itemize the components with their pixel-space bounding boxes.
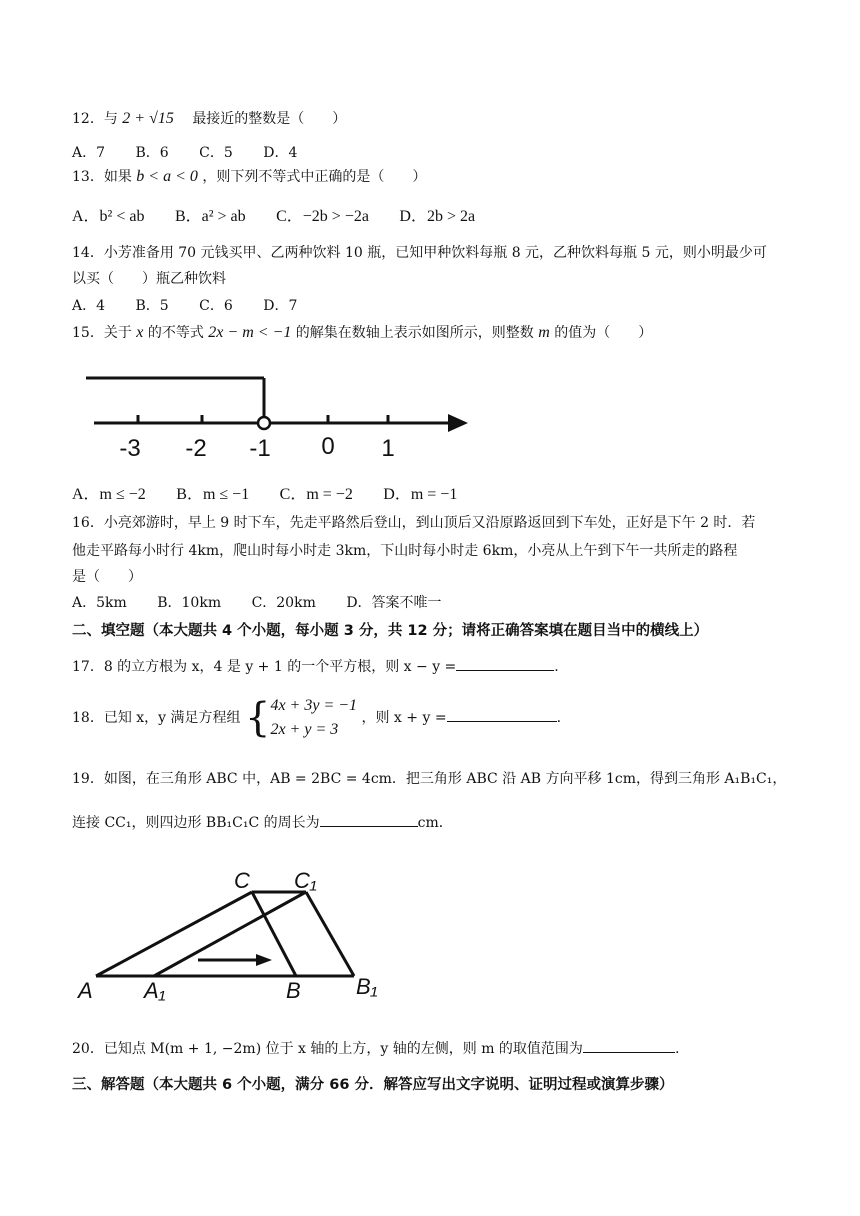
q13-options [72, 206, 501, 228]
tick-label-neg2: -2 [185, 435, 207, 462]
q13-option-b: B．a² > ab [174, 208, 246, 225]
q18-answer-blank[interactable] [447, 707, 557, 722]
q13-question: ，则下列不等式中正确的是（ ） [202, 169, 427, 185]
q17-answer-blank[interactable] [456, 656, 554, 671]
q15-stem [72, 322, 652, 344]
q12-stem [72, 108, 346, 130]
q15-stem-a: 15．关于 [72, 325, 132, 341]
q16-line2: 他走平路每小时行 4km，爬山时每小时走 3km，下山时每小时走 6km，小亮从上午到下午一共所走的路程 [72, 543, 738, 559]
q18-question: ，则 x + y = [361, 710, 447, 726]
q14-option-d: D．7 [263, 298, 298, 314]
q18-equation-1: 4x + 3y = −1 [270, 697, 358, 714]
tick-label-0: 0 [321, 433, 335, 460]
q15-option-c: C．m = −2 [279, 486, 353, 503]
q14-option-b: B．5 [135, 298, 169, 314]
q15-stem-b: 的不等式 [147, 325, 204, 341]
q17 [72, 656, 559, 678]
label-b1: B₁ [356, 974, 378, 999]
q13-condition: b < a < 0 [136, 168, 198, 185]
q12-option-c: C．5 [199, 145, 233, 161]
label-b: B [286, 978, 301, 1003]
q18 [72, 694, 561, 742]
q15-options [72, 484, 483, 506]
q17-period: . [554, 659, 559, 675]
q18-equation-system [270, 694, 357, 742]
q15-var-m: m [538, 324, 550, 341]
q20-stem: 20．已知点 M(m + 1, −2m) 位于 x 轴的上方，y 轴的左侧，则 m 的取值范围为 [72, 1041, 583, 1057]
q14-option-c: C．6 [199, 298, 233, 314]
q15-inequality: 2x − m < −1 [208, 324, 292, 341]
q16-options [72, 592, 468, 614]
tick-label-neg1: -1 [249, 435, 271, 462]
q16-option-d: D．答案不唯一 [346, 595, 442, 611]
q13-option-c: C．−2b > −2a [276, 208, 369, 225]
q13-stem [72, 166, 426, 188]
q15-option-b: B．m ≤ −1 [176, 486, 250, 503]
q15-option-a: A．m ≤ −2 [72, 486, 146, 503]
q13-stem-text: 13．如果 [72, 169, 132, 185]
q16-line3: 是（ ） [72, 569, 142, 585]
label-c1: C₁ [294, 868, 317, 893]
q20-answer-blank[interactable] [583, 1038, 675, 1053]
axis-arrow-icon [448, 414, 468, 432]
q18-stem: 18．已知 x，y 满足方程组 [72, 710, 241, 726]
label-c: C [234, 868, 250, 893]
q12-question: 最接近的整数是（ ） [192, 111, 347, 127]
q15-stem-c: 的解集在数轴上表示如图所示，则整数 [295, 325, 534, 341]
segment-c1b1 [306, 892, 354, 976]
q13-option-a: A．b² < ab [72, 208, 145, 225]
brace-icon: { [244, 695, 271, 741]
q18-period: . [556, 710, 562, 726]
q15-stem-d: 的值为（ ） [554, 325, 653, 341]
q19-unit: cm． [417, 815, 453, 831]
q16-option-b: B．10km [157, 595, 222, 611]
q12-option-d: D．4 [263, 145, 298, 161]
label-a: A [78, 978, 93, 1003]
q19-answer-blank[interactable] [320, 812, 418, 827]
q19-line2 [72, 812, 453, 834]
label-a1: A₁ [144, 978, 166, 1003]
section-3-heading: 三、解答题（本大题共 6 个小题，满分 66 分．解答应写出文字说明、证明过程或演算步骤） [72, 1077, 674, 1093]
number-line-figure [80, 368, 480, 472]
q18-equation-2: 2x + y = 3 [270, 721, 339, 738]
q20 [72, 1038, 679, 1060]
q12-stem-text: 12．与 [72, 111, 118, 127]
translation-arrow-icon [256, 954, 272, 966]
q15-option-d: D．m = −1 [383, 486, 458, 503]
triangle-translation-figure [72, 864, 392, 1010]
q14-options [72, 295, 323, 317]
open-circle-endpoint [258, 417, 270, 429]
q20-period: . [674, 1041, 680, 1057]
q19-line1: 19．如图，在三角形 ABC 中，AB = 2BC = 4cm．把三角形 ABC 沿 AB 方向平移 1cm，得到三角形 A₁B₁C₁， [72, 771, 787, 787]
q15-var-x: x [136, 324, 144, 341]
q16-option-c: C．20km [251, 595, 316, 611]
tick-label-neg3: -3 [119, 435, 141, 462]
q14-line2: 以买（ ）瓶乙种饮料 [72, 271, 226, 287]
q12-option-a: A．7 [72, 145, 106, 161]
tick-label-1: 1 [381, 435, 395, 462]
section-2-heading: 二、填空题（本大题共 4 个小题，每小题 3 分，共 12 分；请将正确答案填在题目当中的横线上） [72, 623, 709, 639]
q12-expression: 2 + √15 [122, 110, 174, 127]
q12-option-b: B．6 [135, 145, 169, 161]
q14-line1: 14．小芳准备用 70 元钱买甲、乙两种饮料 10 瓶，已知甲种饮料每瓶 8 元，乙种饮料每瓶 5 元，则小明最少可 [72, 245, 767, 261]
q16-line1: 16．小亮郊游时，早上 9 时下车，先走平路然后登山，到山顶后又沿原路返回到下车处，正好是下午 2 时．若 [72, 515, 756, 531]
q14-option-a: A．4 [72, 298, 106, 314]
q19-line2-text: 连接 CC₁，则四边形 BB₁C₁C 的周长为 [72, 815, 320, 831]
q12-options [72, 142, 323, 164]
q17-stem: 17．8 的立方根为 x，4 是 y + 1 的一个平方根，则 x − y = [72, 659, 457, 675]
q13-option-d: D．2b > 2a [399, 208, 476, 225]
q16-option-a: A．5km [72, 595, 127, 611]
